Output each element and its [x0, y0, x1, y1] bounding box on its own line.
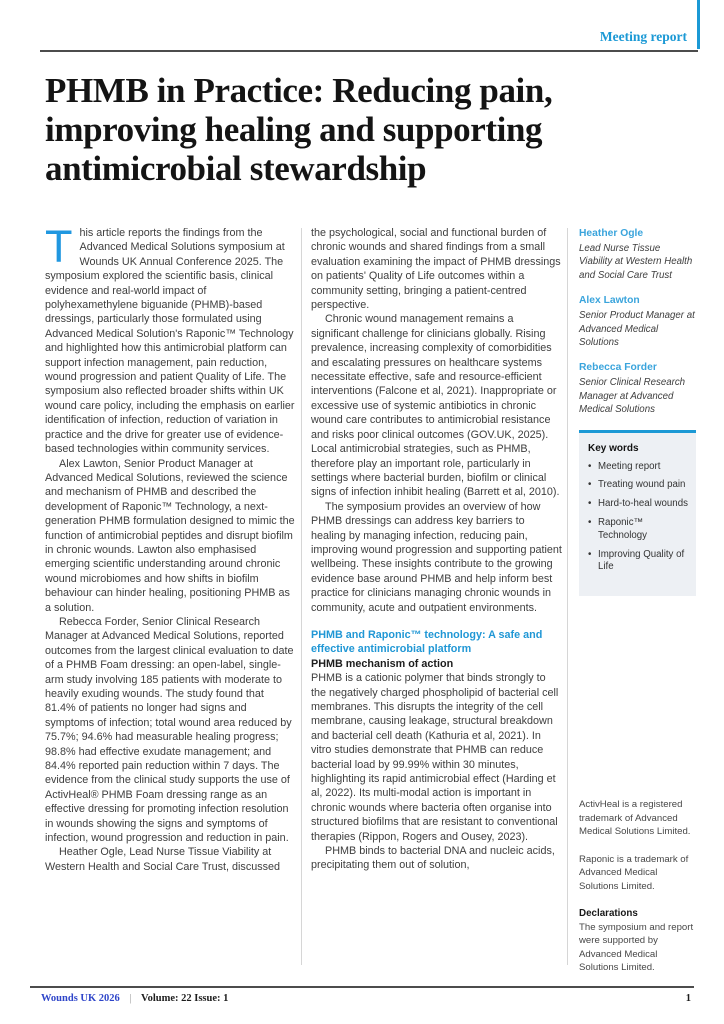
paragraph: The symposium provides an overview of how PHMB dressings can address key barriers to healing by managing infection, reducing pain, improving wound progression and supporting patient wellbeing. These insights contribute to the growing evidence base around PHMB and help inform best practice for clinicians managing chronic wounds in community, acute and outpatient environments.: [311, 500, 562, 614]
declarations-heading: Declarations: [579, 907, 638, 919]
section-heading: PHMB and Raponic™ technology: A safe and effective antimicrobial platform: [311, 628, 543, 656]
footer-journal-name: Wounds UK 2026: [41, 993, 120, 1004]
paragraph: the psychological, social and functional burden of chronic wounds and shared findings from a small evaluation examining the impact of PHMB dressings on patients' Quality of Life outcomes within a community setting, bringing a patient-centred perspective.: [311, 227, 561, 312]
author-role: Senior Clinical Research Manager at Advanced Medical Solutions: [579, 377, 686, 416]
keyword-item: • Meeting report: [588, 461, 688, 474]
author-name: Heather Ogle: [579, 228, 644, 239]
author-role: Lead Nurse Tissue Viability at Western Health and Social Care Trust: [579, 243, 693, 281]
article-title-line: PHMB in Practice: Reducing pain,: [45, 71, 553, 110]
footer-rule: [30, 986, 694, 988]
keywords-list: [588, 461, 688, 575]
page-number: 1: [685, 993, 691, 1004]
article-column-1: [45, 221, 296, 874]
trademark-note: Raponic is a trademark of Advanced Medical Solutions Limited.: [579, 853, 689, 892]
keyword-item: • Raponic™ Technology: [588, 517, 688, 543]
author-name: Rebecca Forder: [579, 362, 657, 374]
paragraph: PHMB is a cationic polymer that binds strongly to the negatively charged phospholipid of bacterial cell membranes. This disrupts the integrity of the cell membrane, causing leakage, structural breakdown and bacterial cell death (Kathuria et al, 2021). In vitro studies demonstrate that PHMB can reduce bacterial load by 99.99% within 30 minutes, highlighting its rapid antimicrobial effect (Harding et al, 2022). Its multi-modal action is important in chronic wounds where bacteria often organise into structured biofilms that are resistant to conventional therapies (Rippon, Rogers and Ousey, 2023).: [311, 672, 559, 843]
column-divider: [301, 228, 302, 965]
author-block: [579, 228, 696, 282]
keyword-item: • Treating wound pain: [588, 479, 688, 492]
author-role: Senior Product Manager at Advanced Medical Solutions: [579, 310, 695, 349]
author-name: Alex Lawton: [579, 295, 640, 307]
trademark-note: ActivHeal is a registered trademark of Advanced Medical Solutions Limited.: [579, 799, 691, 838]
footer-separator: |: [129, 993, 132, 1004]
header-accent-bar: [697, 0, 700, 49]
declarations-text: The symposium and report were supported by Advanced Medical Solutions Limited.: [579, 921, 694, 974]
keyword-item: • Improving Quality of Life: [588, 549, 688, 575]
footer-volume-issue: Volume: 22 Issue: 1: [140, 993, 229, 1004]
keywords-heading: Key words: [588, 442, 639, 454]
paragraph: PHMB binds to bacterial DNA and nucleic acids, precipitating them out of solution,: [311, 845, 555, 872]
sub-heading: PHMB mechanism of action: [311, 657, 454, 670]
drop-cap: T: [45, 221, 73, 272]
header-rule: [40, 50, 698, 52]
author-block: [579, 362, 696, 416]
article-title: [45, 71, 665, 188]
sidebar-divider: [567, 228, 568, 965]
paragraph: Chronic wound management remains a significant challenge for clinicians globally. Rising prevalence, increasing complexity of comorbidities and escalating pressures on healthcare systems necessitate effective, safe and resource-efficient interventions (Falcone et al, 2021). Inappropriate or excessive use of systemic antibiotics in chronic wound care contributes to antimicrobial resistance and risks poor clinical outcomes (GOV.UK, 2025). Local antimicrobial strategies, such as PHMB, therefore play an important role, particularly in settings where bacterial burden, biofilm or clinical signs of infection inhibit healing (Barrett et al, 2010).: [311, 313, 560, 499]
article-title-line: improving healing and supporting: [45, 110, 543, 149]
paragraph-text: his article reports the findings from the Advanced Medical Solutions symposium at Wounds UK Annual Conference 2025. The symposium explored the scientific basis, clinical evidence and real-world impact of polyhexamethylene biguanide (PHMB)-based dressings, particularly those formulated using Advanced Medical Solution's Raponic™ Technology and highlighted how this antimicrobial platform can support infection management, pain reduction, wound progression and patient Quality of Life. The symposium also reflected broader shifts within UK wound care policy, including the emphasis on earlier identification of infection, reduction of variation in practice and the drive for greater use of evidence-based technologies within community services.: [45, 227, 295, 456]
keyword-item: • Hard-to-heal wounds: [588, 498, 688, 511]
keywords-box: [579, 430, 696, 597]
article-category-label: Meeting report: [599, 29, 687, 44]
footer: [41, 993, 228, 1004]
paragraph: Rebecca Forder, Senior Clinical Research Manager at Advanced Medical Solutions, reported outcomes from the largest clinical evaluation to date of a PHMB Foam dressing: an open-label, single-arm study involving 185 patients with moderate to heavily exuding wounds. The study found that 81.4% of patients no longer had signs and symptoms of infection; total wound area reduced by 75.7%; 94.6% had measurable healing progress; 98.8% had effective exudate management; and 84.4% reported pain reduction within 7 days. The evidence from the clinical study supports the use of ActivHeal® PHMB Foam dressing range as an effective dressing for promoting infection resolution in wounds showing the signs and symptoms of infection, wound progression and reduction in pain.: [45, 615, 294, 845]
article-title-line: antimicrobial stewardship: [45, 149, 427, 188]
paragraph: [45, 221, 296, 457]
paragraph: Heather Ogle, Lead Nurse Tissue Viability at Western Health and Social Care Trust, discussed: [45, 846, 281, 873]
sidebar: [579, 228, 696, 974]
paragraph: Alex Lawton, Senior Product Manager at Advanced Medical Solutions, reviewed the science and mechanism of PHMB and described the development of Raponic™ Technology, a next-generation PHMB formulation designed to mimic the function of antimicrobial peptides and disrupt biofilm in chronic wounds. Lawton also emphasised emerging scientific understanding around chronic wound microbiomes and how shifts in biofilm behaviour can hinder healing, positioning PHMB as a solution.: [45, 457, 295, 614]
article-column-2: [311, 226, 562, 873]
sidebar-notes: [579, 798, 696, 989]
author-block: [579, 295, 696, 349]
